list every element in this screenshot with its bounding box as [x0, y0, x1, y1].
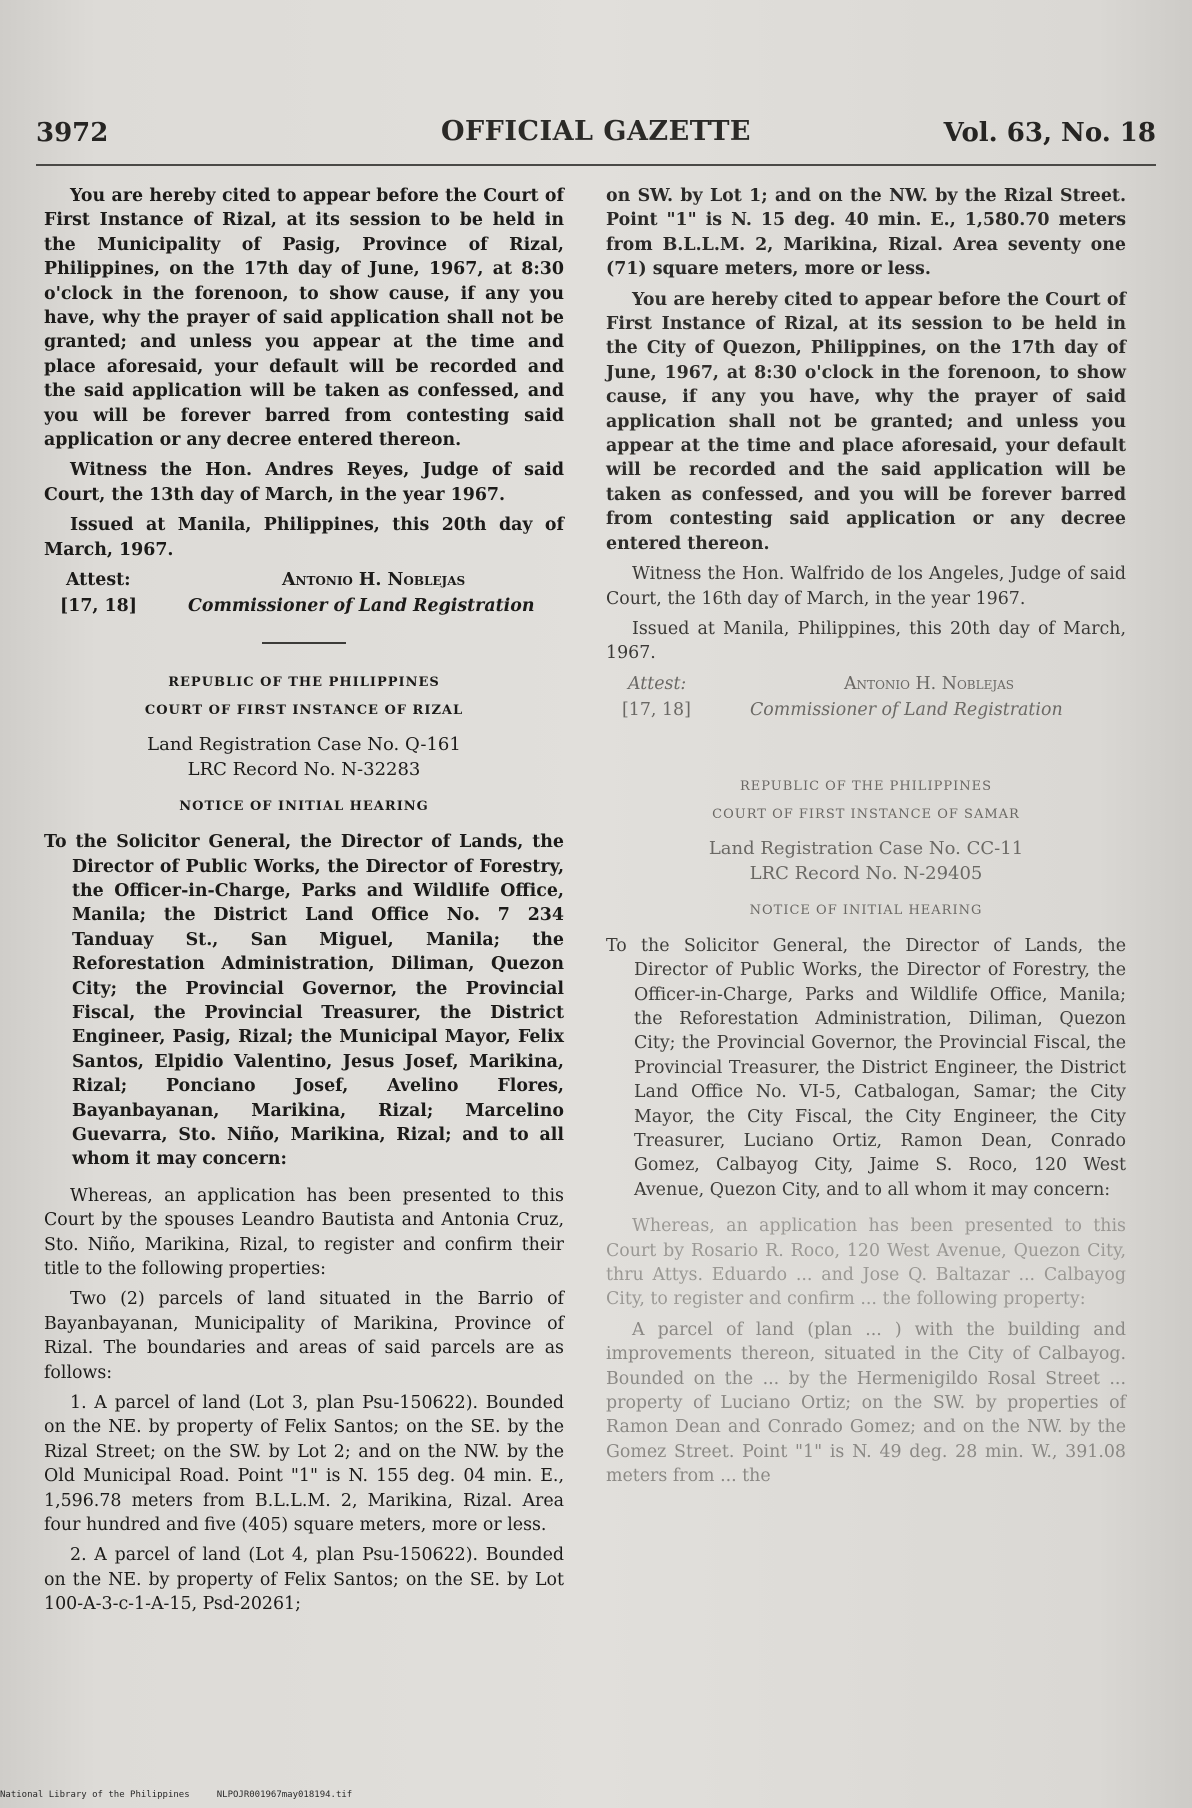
right-case-number: Land Registration Case No. CC-11: [708, 837, 1024, 859]
right-divider: [824, 746, 908, 748]
header-rule: [36, 164, 1156, 166]
left-attest-title: Commissioner of Land Registration: [188, 596, 535, 617]
right-column: [606, 184, 1126, 1495]
right-attest-ref: [17, 18]: [622, 699, 691, 720]
left-case-block: [44, 732, 564, 782]
page-number: 3972: [36, 118, 109, 148]
left-court-heading: COURT OF FIRST INSTANCE OF RIZAL: [144, 703, 464, 719]
left-lrc-record: LRC Record No. N-32283: [187, 759, 421, 781]
left-whereas-paragraph: Whereas, an application has been presented to this Court by the spouses Leandro Bautista and Antonia Cruz, Sto. Niño, Marikina, Rizal, to register and confirm their title to the following properties:: [44, 1185, 564, 1279]
left-attest-label: Attest:: [66, 570, 131, 591]
left-parcel-2: 2. A parcel of land (Lot 4, plan Psu-150622). Bounded on the NE. by property of Felix Santos; on the SE. by Lot 100-A-3-c-1-A-15, Psd-20261;: [44, 1545, 564, 1615]
right-issued-paragraph: Issued at Manila, Philippines, this 20th day of March, 1967.: [606, 618, 1126, 664]
left-attest-ref: [17, 18]: [60, 596, 137, 617]
right-lrc-record: LRC Record No. N-29405: [749, 862, 983, 884]
volume-number: Vol. 63, No. 18: [943, 118, 1156, 148]
right-notice-heading: NOTICE OF INITIAL HEARING: [749, 902, 983, 918]
left-case-number: Land Registration Case No. Q-161: [147, 734, 461, 756]
scan-footer: National Library of the Philippines NLPOJR001967may018194.tif: [0, 1790, 353, 1800]
page-header: [36, 112, 1156, 156]
left-addressees: To the Solicitor General, the Director of Lands, the Director of Public Works, the Director of Forestry, the Officer-in-Charge, Parks and Wildlife Office, Manila; the District Land Office No. 7 234 Tanduay St., San Miguel, Manila; the Reforestation Administration, Diliman, Quezon City; the Provincial Governor, the Provincial Fiscal, the Provincial Treasurer, the District Engineer, Pasig, Rizal; the Municipal Mayor, Felix Santos, Elpidio Valentino, Jesus Josef, Marikina, Rizal; Ponciano Josef, Avelino Flores, Bayanbayanan, Marikina, Rizal; Marcelino Guevarra, Sto. Niño, Marikina, Rizal; and to all whom it may concern:: [44, 832, 564, 1170]
left-divider: [262, 642, 346, 644]
right-parcel-paragraph: A parcel of land (plan ... ) with the building and improvements thereon, situated in the City of Calbayog. Bounded on the ... by the Hermenigildo Rosal Street ... property of Luciano Ortiz; on the SW. by properties of Ramon Dean and Conrado Gomez; and on the NW. by the Gomez Street. Point "1" is N. 49 deg. 28 min. W., 391.08 meters from ... the: [606, 1319, 1126, 1487]
right-attest-title: Commissioner of Land Registration: [750, 699, 1063, 720]
right-court-heading: COURT OF FIRST INSTANCE OF SAMAR: [712, 806, 1020, 822]
left-republic-heading: REPUBLIC OF THE PHILIPPINES: [168, 675, 440, 691]
left-notice-heading: NOTICE OF INITIAL HEARING: [179, 799, 429, 815]
right-cited-paragraph: You are hereby cited to appear before the Court of First Instance of Rizal, at its session to be held in the City of Quezon, Philippines, on the 17th day of June, 1967, at 8:30 o'clock in the forenoon, to show cause, if any you have, why the prayer of said application shall not be granted; and unless you appear at the time and place aforesaid, your default will be recorded and the said application will be taken as confessed, and you will be forever barred from contesting said application or any decree entered thereon.: [606, 289, 1126, 554]
left-attest-block: [44, 568, 564, 620]
right-attest-label: Attest:: [628, 673, 687, 694]
left-column: [44, 184, 564, 1623]
left-parcels-intro: Two (2) parcels of land situated in the Barrio of Bayanbayanan, Municipality of Marikina, Province of Rizal. The boundaries and areas of said parcels are as follows:: [44, 1289, 564, 1383]
right-witness-paragraph: Witness the Hon. Walfrido de los Angeles, Judge of said Court, the 16th day of March, in the year 1967.: [606, 564, 1126, 609]
right-republic-heading: REPUBLIC OF THE PHILIPPINES: [740, 778, 992, 794]
publication-title: OFFICIAL GAZETTE: [440, 116, 752, 147]
left-parcel-1: 1. A parcel of land (Lot 3, plan Psu-150622). Bounded on the NE. by property of Felix Santos; on the SE. by the Rizal Street; on the SW. by Lot 2; and on the NW. by the Old Municipal Road. Point "1" is N. 155 deg. 04 min. E., 1,596.78 meters from B.L.L.M. 2, Marikina, Rizal. Area four hundred and five (405) square meters, more or less.: [44, 1393, 564, 1536]
left-attest-name: Antonio H. Noblejas: [282, 570, 466, 591]
right-whereas-paragraph: Whereas, an application has been presented to this Court by Rosario R. Roco, 120 West Avenue, Quezon City, thru Attys. Eduardo ... and Jose Q. Baltazar ... Calbayog City, to register and confirm ... the following property:: [606, 1216, 1126, 1310]
right-addressees: To the Solicitor General, the Director of Lands, the Director of Public Works, the Director of Forestry, the Officer-in-Charge, Parks and Wildlife Office, Manila; the Reforestation Administration, Diliman, Quezon City; the Provincial Governor, the Provincial Fiscal, the Provincial Treasurer, the District Engineer, the District Land Office No. VI-5, Catbalogan, Samar; the City Mayor, the City Fiscal, the City Engineer, the City Treasurer, Luciano Ortiz, Ramon Dean, Conrado Gomez, Calbayog City, Jaime S. Roco, 120 West Avenue, Quezon City, and to all whom it may concern:: [606, 935, 1126, 1200]
right-attest-block: [606, 672, 1126, 724]
right-case-block: [606, 836, 1126, 886]
left-witness-paragraph: Witness the Hon. Andres Reyes, Judge of said Court, the 13th day of March, in the year 1967.: [44, 460, 564, 505]
left-issued-paragraph: Issued at Manila, Philippines, this 20th day of March, 1967.: [44, 515, 564, 560]
left-cited-paragraph: You are hereby cited to appear before the Court of First Instance of Rizal, at its session to be held in the Municipality of Pasig, Province of Rizal, Philippines, on the 17th day of June, 1967, at 8:30 o'clock in the forenoon, to show cause, if any you have, why the prayer of said application shall not be granted; and unless you appear at the time and place aforesaid, your default will be recorded and the said application will be taken as confessed, and you will be forever barred from contesting said application or any decree entered thereon.: [44, 186, 564, 451]
right-continued-paragraph: on SW. by Lot 1; and on the NW. by the Rizal Street. Point "1" is N. 15 deg. 40 min. E., 1,580.70 meters from B.L.L.M. 2, Marikina, Rizal. Area seventy one (71) square meters, more or less.: [606, 186, 1126, 280]
right-attest-name: Antonio H. Noblejas: [844, 673, 1015, 694]
